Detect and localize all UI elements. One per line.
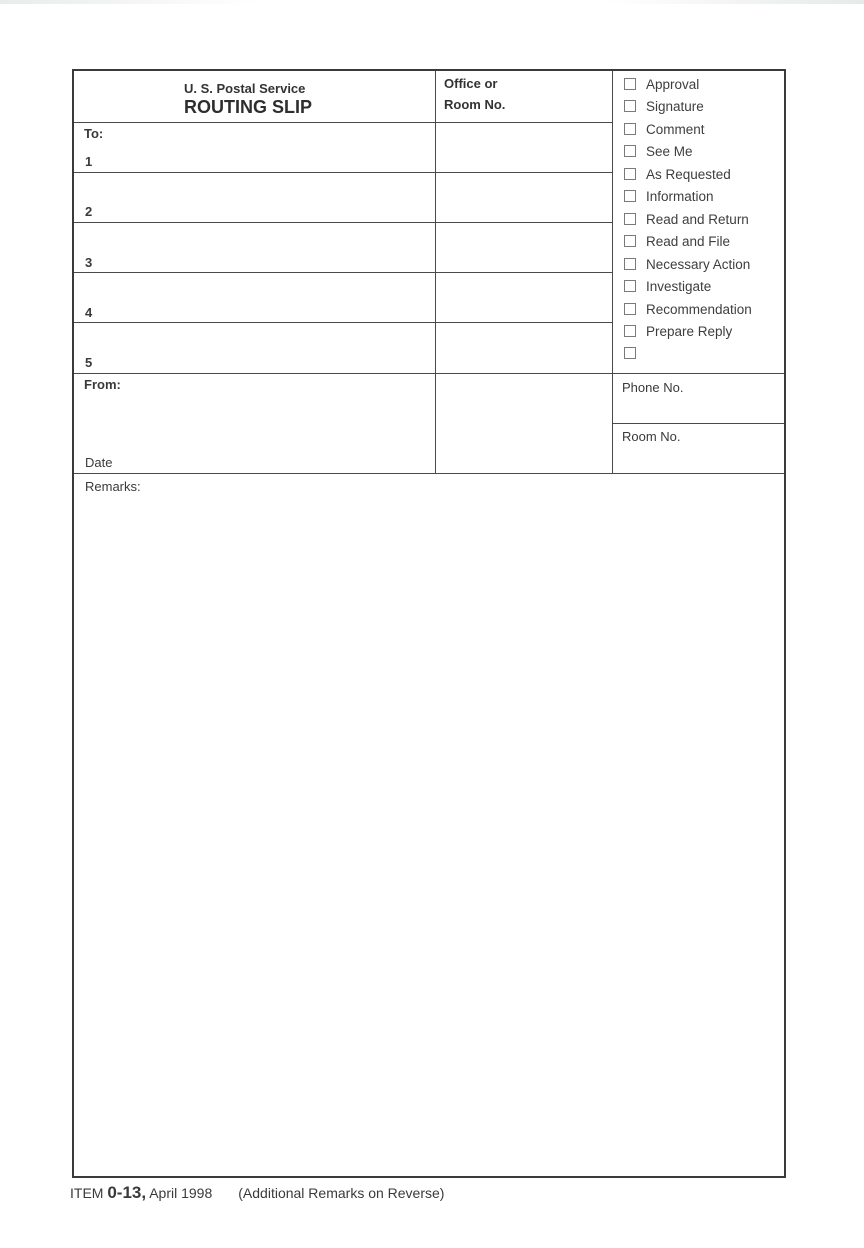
remarks-label: Remarks: <box>85 479 141 494</box>
additional-remarks-note: (Additional Remarks on Reverse) <box>238 1185 445 1201</box>
checkbox-icon[interactable] <box>624 347 636 359</box>
scan-edge <box>0 0 864 4</box>
item-date: April 1998 <box>146 1185 213 1201</box>
form-footer <box>70 1183 444 1203</box>
divider <box>74 222 612 223</box>
action-label: Necessary Action <box>646 256 751 272</box>
form-title: ROUTING SLIP <box>184 97 313 117</box>
checkbox-icon[interactable] <box>624 78 636 90</box>
action-label: Approval <box>646 76 700 92</box>
checkbox-icon[interactable] <box>624 213 636 225</box>
action-label: Read and Return <box>646 211 749 227</box>
action-checkbox-approval[interactable] <box>624 75 699 93</box>
divider <box>74 373 784 374</box>
action-checkbox-comment[interactable] <box>624 120 705 138</box>
item-number: 0-13, <box>107 1183 147 1202</box>
routing-slip-form <box>72 69 786 1178</box>
action-checkbox-prepare-reply[interactable] <box>624 322 732 340</box>
checkbox-icon[interactable] <box>624 168 636 180</box>
action-label: See Me <box>646 143 693 159</box>
action-checkbox-signature[interactable] <box>624 97 704 115</box>
divider <box>74 122 612 123</box>
divider <box>612 71 613 473</box>
route-row-number: 2 <box>85 204 93 219</box>
action-checkbox-read-and-return[interactable] <box>624 210 749 228</box>
action-label: Investigate <box>646 278 712 294</box>
action-checkbox-see-me[interactable] <box>624 142 693 160</box>
divider <box>74 322 612 323</box>
checkbox-icon[interactable] <box>624 280 636 292</box>
to-label: To: <box>84 126 104 141</box>
divider <box>612 423 784 424</box>
action-label: Signature <box>646 98 704 114</box>
checkbox-icon[interactable] <box>624 190 636 202</box>
action-checkbox-investigate[interactable] <box>624 277 711 295</box>
action-label: As Requested <box>646 166 731 182</box>
divider <box>435 71 436 473</box>
action-checkbox-recommendation[interactable] <box>624 300 752 318</box>
action-label: Read and File <box>646 233 731 249</box>
action-checkbox-read-and-file[interactable] <box>624 232 730 250</box>
action-label: Information <box>646 188 714 204</box>
date-label: Date <box>85 455 113 470</box>
checkbox-icon[interactable] <box>624 145 636 157</box>
checkbox-icon[interactable] <box>624 100 636 112</box>
room-label: Room No. <box>622 429 681 444</box>
office-label-line1: Office or <box>444 76 498 91</box>
checkbox-icon[interactable] <box>624 258 636 270</box>
action-checkbox-as-requested[interactable] <box>624 165 731 183</box>
from-label: From: <box>84 377 121 392</box>
action-label: Comment <box>646 121 705 137</box>
agency-name: U. S. Postal Service <box>184 81 306 96</box>
item-prefix: ITEM <box>70 1185 108 1201</box>
divider <box>74 172 612 173</box>
route-row-number: 1 <box>85 154 93 169</box>
checkbox-icon[interactable] <box>624 303 636 315</box>
phone-label: Phone No. <box>622 380 684 395</box>
checkbox-icon[interactable] <box>624 123 636 135</box>
office-label-line2: Room No. <box>444 97 506 112</box>
divider <box>74 473 784 474</box>
action-checkbox-information[interactable] <box>624 187 714 205</box>
action-label: Recommendation <box>646 301 752 317</box>
checkbox-icon[interactable] <box>624 325 636 337</box>
divider <box>74 272 612 273</box>
remarks-area[interactable] <box>82 499 776 1169</box>
checkbox-icon[interactable] <box>624 235 636 247</box>
office-column-label <box>444 73 505 115</box>
route-row-number: 5 <box>85 355 93 370</box>
action-checkbox-blank[interactable] <box>624 344 646 362</box>
action-checkbox-necessary-action[interactable] <box>624 255 750 273</box>
route-row-number: 3 <box>85 255 93 270</box>
route-row-number: 4 <box>85 305 93 320</box>
action-label: Prepare Reply <box>646 323 733 339</box>
